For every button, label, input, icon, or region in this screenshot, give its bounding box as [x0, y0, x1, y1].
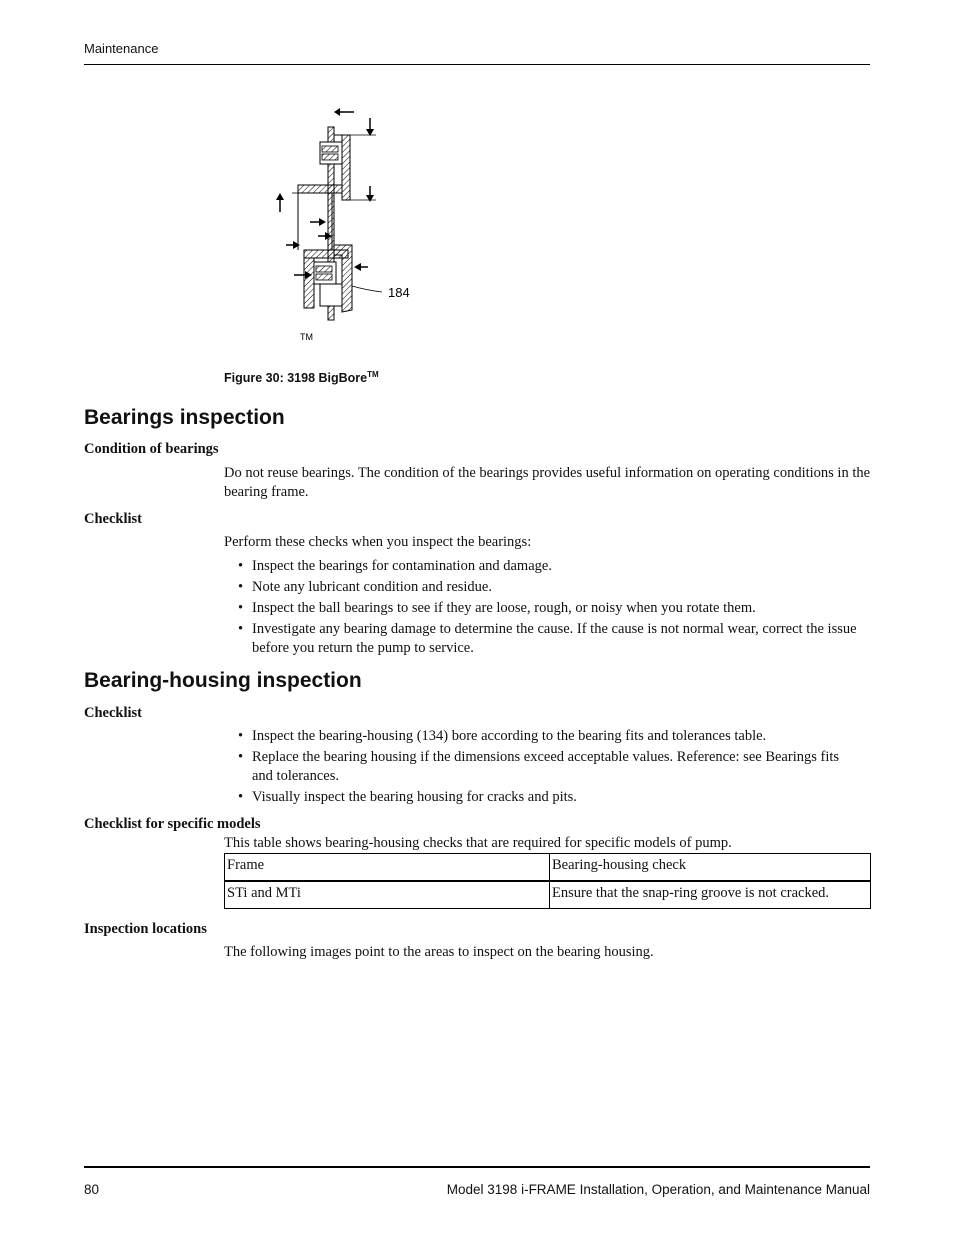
specific-models-heading: Checklist for specific models: [84, 816, 261, 832]
figure-caption: Figure 30: 3198 BigBore™: [224, 370, 379, 386]
bearings-checklist-heading: Checklist: [84, 511, 142, 527]
page-number: 80: [84, 1182, 100, 1197]
specific-models-intro: This table shows bearing-housing checks that are required for specific models of pump.: [224, 835, 732, 851]
list-item: • Replace the bearing housing if the dimensions exceed acceptable values. Reference: see Bearings fits and tolerances.: [238, 748, 862, 786]
running-header: Maintenance: [84, 41, 159, 56]
manual-title: Model 3198 i-FRAME Installation, Operation, and Maintenance Manual: [446, 1182, 870, 1197]
table-cell: STi and MTi: [225, 881, 550, 909]
condition-of-bearings-heading: Condition of bearings: [84, 441, 219, 457]
list-item: • Investigate any bearing damage to determine the cause. If the cause is not normal wear, correct the issue before you return the pump to service.: [238, 620, 862, 658]
list-item: • Inspect the ball bearings to see if they are loose, rough, or noisy when you rotate them.: [238, 599, 862, 618]
condition-of-bearings-text: Do not reuse bearings. The condition of the bearings provides useful information on operating conditions in the bearing frame.: [224, 465, 871, 500]
bearings-checklist: [238, 557, 862, 660]
table-cell: Ensure that the snap-ring groove is not cracked.: [550, 881, 871, 909]
housing-checklist: [238, 727, 862, 809]
table-row: [225, 881, 871, 909]
bearing-housing-inspection-heading: Bearing-housing inspection: [84, 669, 362, 692]
header-rule: [84, 64, 870, 65]
table-header-row: [225, 854, 871, 882]
bigbore-cross-section-drawing: [270, 100, 430, 350]
list-item: • Inspect the bearings for contamination and damage.: [238, 557, 862, 576]
table-header-cell: Frame: [225, 854, 550, 882]
list-item: • Visually inspect the bearing housing for cracks and pits.: [238, 788, 862, 807]
callout-184: 184: [388, 285, 410, 300]
list-item: • Note any lubricant condition and residue.: [238, 578, 862, 597]
bearing-housing-checks-table: [224, 853, 871, 909]
inspection-locations-text: The following images point to the areas to inspect on the bearing housing.: [224, 944, 654, 960]
trademark-mark: TM: [300, 332, 313, 342]
footer-rule: [84, 1166, 870, 1168]
bearings-checklist-intro: Perform these checks when you inspect the bearings:: [224, 534, 532, 550]
bigbore-figure: [270, 100, 430, 350]
table-header-cell: Bearing-housing check: [550, 854, 871, 882]
list-item: • Inspect the bearing-housing (134) bore according to the bearing fits and tolerances table.: [238, 727, 862, 746]
bearings-inspection-heading: Bearings inspection: [84, 406, 285, 429]
housing-checklist-heading: Checklist: [84, 705, 142, 721]
inspection-locations-heading: Inspection locations: [84, 921, 207, 937]
